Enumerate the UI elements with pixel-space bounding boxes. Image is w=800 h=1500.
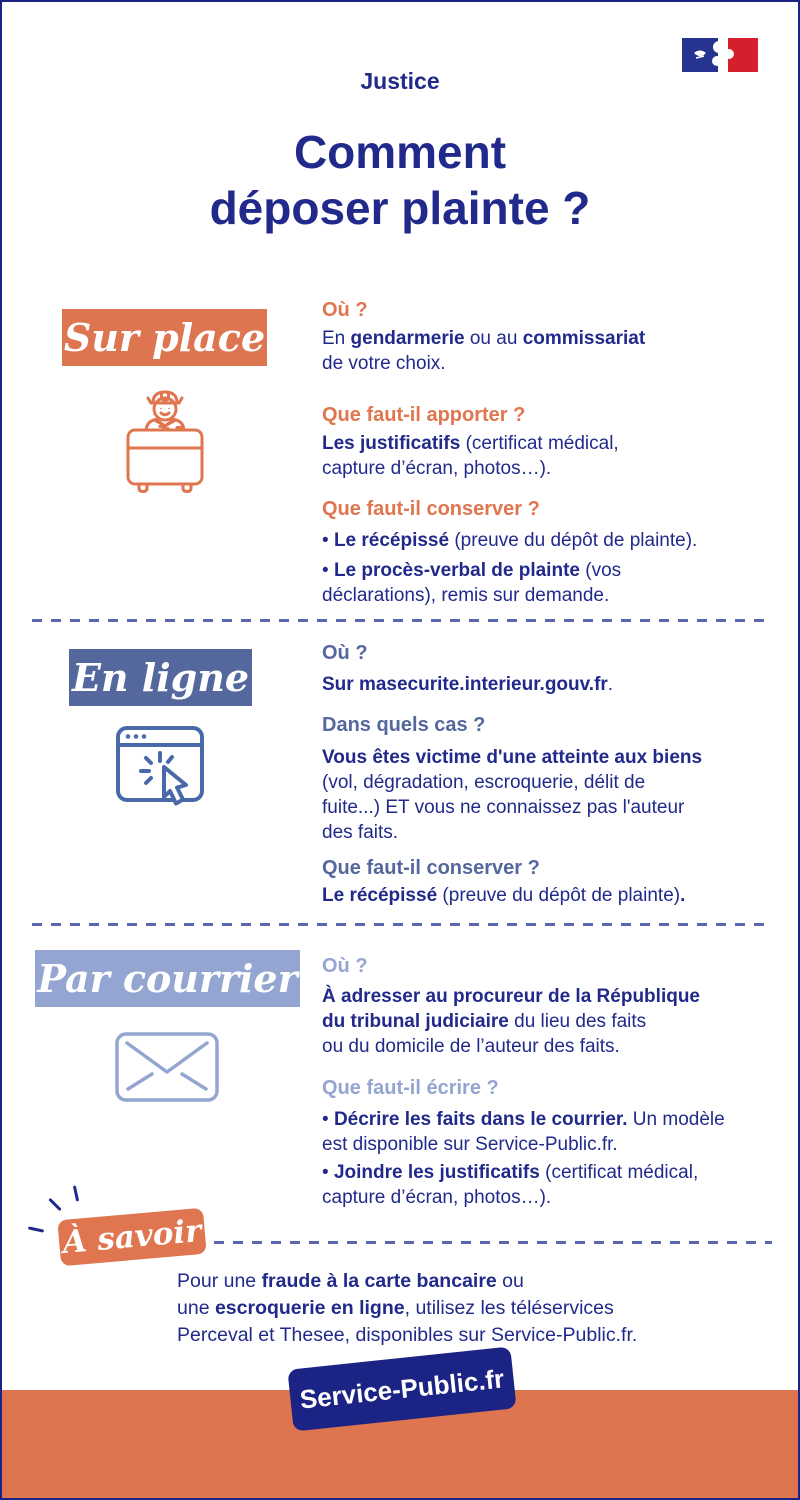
surplace-keep-bullet1: [322, 528, 784, 553]
text-line: • Joindre les justificatifs (certificat médical,: [322, 1162, 699, 1183]
text-line: Le récépissé (preuve du dépôt de plainte).: [322, 885, 686, 906]
text-line: Perceval et Thesee, disponibles sur Service-Public.fr.: [177, 1324, 638, 1346]
enligne-cases-text: [322, 745, 784, 845]
enligne-where-heading: Où ?: [322, 642, 368, 664]
section-label-sur-place-text: Sur place: [63, 315, 266, 360]
police-officer-desk-icon: [120, 382, 210, 494]
section-divider: [32, 619, 772, 622]
text-line: des faits.: [322, 822, 399, 843]
courrier-where-heading: Où ?: [322, 955, 368, 977]
enligne-cases-heading: Dans quels cas ?: [322, 714, 486, 736]
note-text: [177, 1268, 737, 1349]
courrier-where-text: [322, 984, 784, 1059]
browser-click-icon: [115, 722, 207, 814]
text-line: de votre choix.: [322, 353, 446, 374]
surplace-where-heading: Où ?: [322, 299, 368, 321]
enligne-keep-text: [322, 883, 784, 908]
section-label-en-ligne-text: En ligne: [71, 655, 250, 700]
section-label-par-courrier-text: Par courrier: [37, 956, 298, 1001]
page-title: [2, 124, 798, 236]
text-line: capture d’écran, photos…).: [322, 458, 552, 479]
surplace-bring-text: [322, 431, 784, 481]
text-line: ou du domicile de l’auteur des faits.: [322, 1036, 620, 1057]
text-line: Pour une fraude à la carte bancaire ou: [177, 1270, 524, 1292]
alert-ray-icon: [28, 1226, 44, 1232]
note-divider: [214, 1241, 772, 1244]
courrier-write-bullet1: [322, 1107, 784, 1157]
section-divider: [32, 923, 772, 926]
alert-ray-icon: [48, 1198, 61, 1211]
text-line: Les justificatifs (certificat médical,: [322, 433, 619, 454]
courrier-write-bullet2: [322, 1160, 784, 1210]
surplace-keep-bullet2: [322, 558, 784, 608]
text-line: Vous êtes victime d'une atteinte aux biens: [322, 747, 703, 768]
text-line: En gendarmerie ou au commissariat: [322, 328, 646, 349]
text-line: fuite...) ET vous ne connaissez pas l'auteur: [322, 797, 685, 818]
text-line: est disponible sur Service-Public.fr.: [322, 1134, 618, 1155]
text-line: À adresser au procureur de la République: [322, 986, 700, 1007]
page-title-line1: Comment: [293, 126, 507, 178]
surplace-keep-heading: Que faut-il conserver ?: [322, 498, 540, 520]
envelope-icon: [115, 1032, 219, 1102]
page-title-line2: déposer plainte ?: [209, 182, 591, 234]
theme-kicker: Justice: [360, 68, 440, 94]
section-label-en-ligne: [69, 649, 252, 706]
section-label-par-courrier: [35, 950, 300, 1007]
text-line: • Le procès-verbal de plainte (vos: [322, 560, 622, 581]
surplace-where-text: [322, 326, 784, 376]
courrier-write-heading: Que faut-il écrire ?: [322, 1077, 499, 1099]
section-label-sur-place: [62, 309, 267, 366]
text-line: Sur masecurite.interieur.gouv.fr.: [322, 674, 614, 695]
text-line: déclarations), remis sur demande.: [322, 585, 610, 606]
service-public-badge-text: Service-Public.fr: [298, 1362, 506, 1415]
enligne-keep-heading: Que faut-il conserver ?: [322, 857, 540, 879]
text-line: • Décrire les faits dans le courrier. Un modèle: [322, 1109, 725, 1130]
marianne-flag-logo: [682, 38, 758, 72]
text-line: une escroquerie en ligne, utilisez les téléservices: [177, 1297, 614, 1319]
alert-ray-icon: [73, 1185, 79, 1201]
text-line: du tribunal judiciaire du lieu des faits: [322, 1011, 647, 1032]
a-savoir-badge: [57, 1208, 206, 1267]
text-line: (vol, dégradation, escroquerie, délit de: [322, 772, 646, 793]
a-savoir-badge-text: À savoir: [61, 1213, 203, 1261]
text-line: • Le récépissé (preuve du dépôt de plainte).: [322, 530, 698, 551]
text-line: capture d’écran, photos…).: [322, 1187, 552, 1208]
enligne-where-text: [322, 672, 784, 697]
surplace-bring-heading: Que faut-il apporter ?: [322, 404, 526, 426]
